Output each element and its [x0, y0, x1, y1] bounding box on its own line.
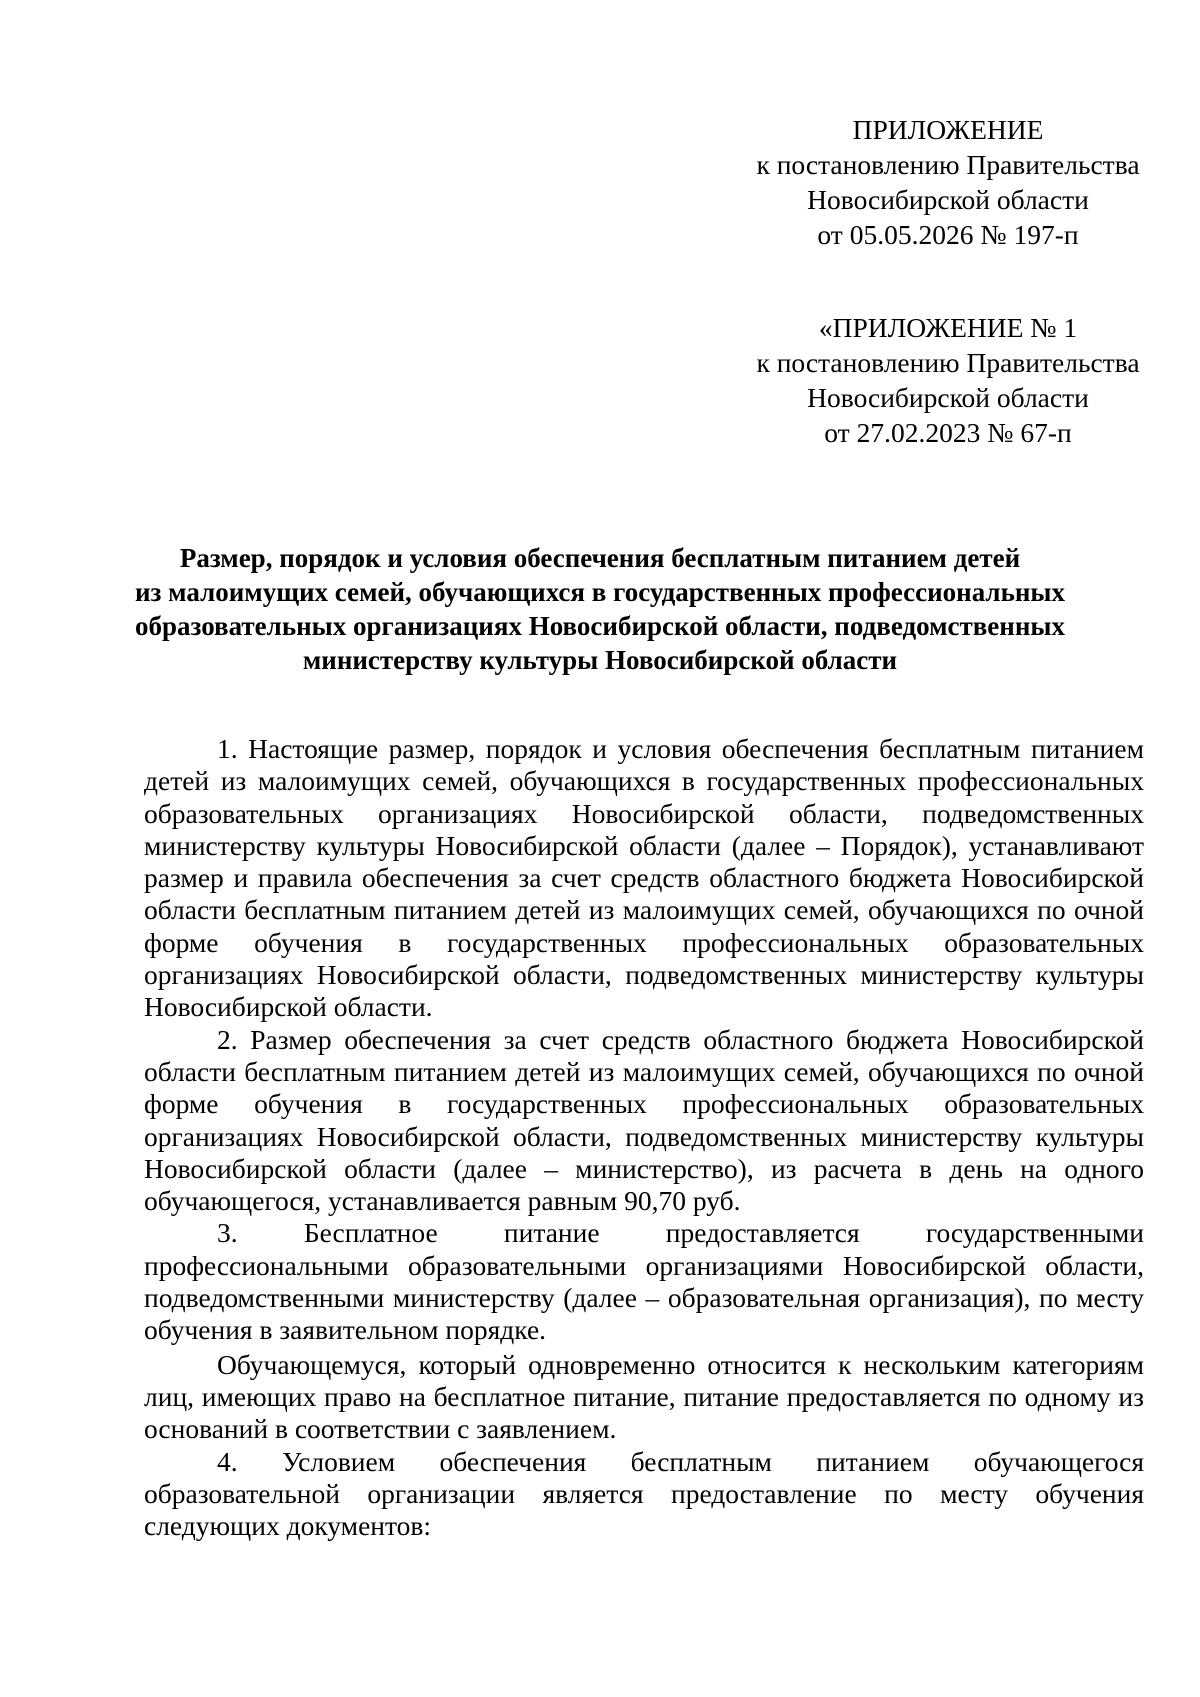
title-line: Размер, порядок и условия обеспечения бесплатным питанием детей — [179, 543, 1021, 573]
document-body — [144, 733, 1144, 1542]
paragraph-4: 4. Условием обеспечения бесплатным питанием обучающегося образовательной организации является предоставление по месту обучения следующих документов: — [144, 1445, 1144, 1542]
annex-date-number: от 27.02.2023 № 67-п — [824, 417, 1072, 448]
title-line: из малоимущих семей, обучающихся в государственных профессиональных — [135, 577, 1065, 607]
paragraph-3: 3. Бесплатное питание предоставляется государственными профессиональными образовательными организациями Новосибирской области, подведомственными министерству (далее – образовательная организация), по месту обучения в заявительном порядке. — [144, 1217, 1144, 1346]
annex-region-line: Новосибирской области — [807, 184, 1089, 215]
paragraph-1: 1. Настоящие размер, порядок и условия обеспечения бесплатным питанием детей из малоимущих семей, обучающихся в государственных профессиональных образовательных организациях Новосибирской области, подведомственных министерству культуры Новосибирской области (далее – Порядок), устанавливают размер и правила обеспечения за счет средств областного бюджета Новосибирской области бесплатным питанием детей из малоимущих семей, обучающихся по очной форме обучения в государственных профессиональных образовательных организациях Новосибирской области, подведомственных министерству культуры Новосибирской области. — [144, 733, 1144, 1023]
annex-date-number: от 05.05.2026 № 197-п — [817, 219, 1079, 250]
annex-resolution-line: к постановлению Правительства — [756, 149, 1140, 180]
document-title — [130, 541, 1070, 677]
paragraph-2: 2. Размер обеспечения за счет средств областного бюджета Новосибирской области бесплатным питанием детей из малоимущих семей, обучающихся по очной форме обучения в государственных профессиональных образовательных организациях Новосибирской области, подведомственных министерству культуры Новосибирской области (далее – министерство), из расчета в день на одного обучающегося, устанавливается равным 90,70 руб. — [144, 1023, 1144, 1217]
annex-resolution-line: к постановлению Правительства — [756, 347, 1140, 378]
title-line: министерству культуры Новосибирской области — [302, 645, 898, 675]
annex-header-original — [742, 310, 1154, 450]
annex-label: ПРИЛОЖЕНИЕ — [852, 114, 1044, 145]
annex-header-current — [742, 112, 1154, 252]
paragraph-3-continuation: Обучающемуся, который одновременно относится к нескольким категориям лиц, имеющих право на бесплатное питание, питание предоставляется по одному из оснований в соответствии с заявлением. — [144, 1348, 1144, 1445]
annex-label: «ПРИЛОЖЕНИЕ № 1 — [818, 312, 1078, 343]
annex-region-line: Новосибирской области — [807, 382, 1089, 413]
title-line: образовательных организациях Новосибирской области, подведомственных — [135, 611, 1065, 641]
